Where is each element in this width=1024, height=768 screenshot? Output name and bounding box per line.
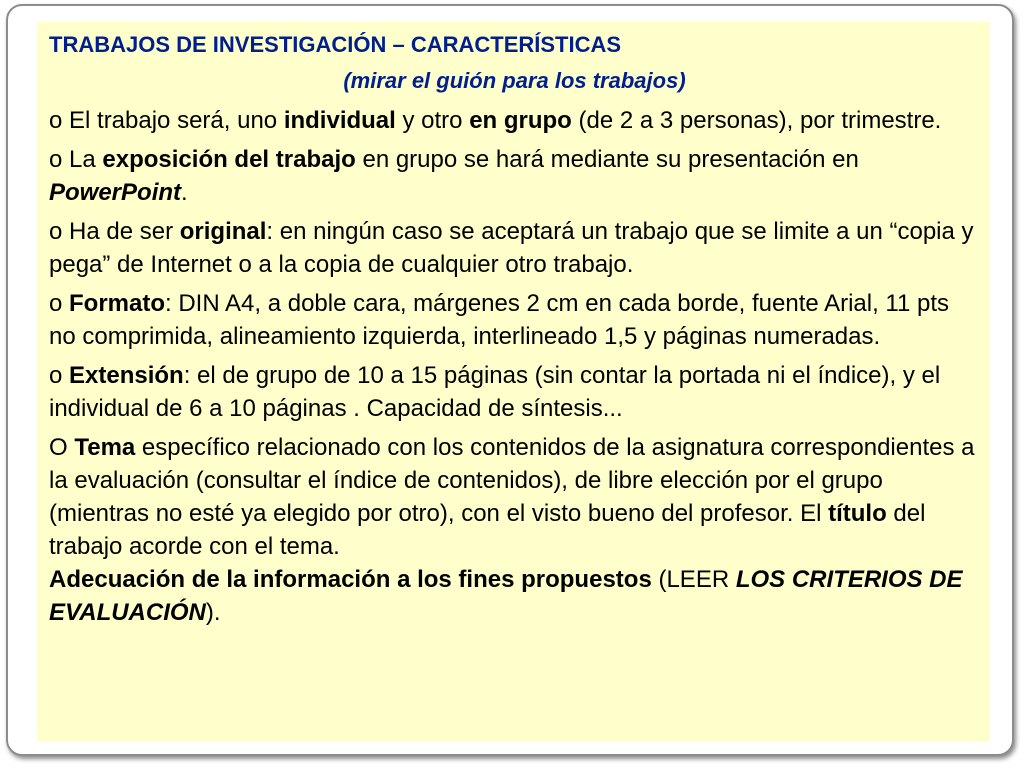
text-bold: Adecuación de la información a los fines propuestos bbox=[49, 566, 652, 593]
slide-subtitle: (mirar el guión para los trabajos) bbox=[343, 68, 686, 93]
slide-title: TRABAJOS DE INVESTIGACIÓN – CARACTERÍSTICAS bbox=[49, 32, 622, 57]
text-bold: Extensión bbox=[69, 362, 184, 389]
text-bold: Formato bbox=[69, 290, 166, 317]
text: ). bbox=[205, 599, 221, 626]
text: . bbox=[181, 179, 188, 206]
text: o Ha de ser bbox=[49, 218, 180, 245]
text: (LEER bbox=[651, 566, 736, 593]
item-original bbox=[49, 215, 980, 281]
text: o La bbox=[49, 146, 103, 173]
text-bold: exposición del trabajo bbox=[102, 146, 356, 173]
text-bold: Tema bbox=[74, 434, 136, 461]
text: : DIN A4, a doble cara, márgenes 2 cm en cada borde, fuente Arial, 11 pts no comprimida, alineamiento izquierda, interlineado 1,5 y páginas numeradas. bbox=[49, 290, 950, 350]
item-group-work bbox=[49, 104, 980, 137]
text-bold: individual bbox=[283, 107, 396, 134]
item-format bbox=[49, 287, 980, 353]
text-bold: original bbox=[179, 218, 267, 245]
text: o bbox=[49, 362, 70, 389]
text-bold: en grupo bbox=[469, 107, 572, 134]
text: en grupo se hará mediante su presentación en bbox=[355, 146, 859, 173]
text: (de 2 a 3 personas), por trimestre. bbox=[571, 107, 942, 134]
text: específico relacionado con los contenidos de la asignatura correspondientes a la evaluación (consultar el índice de contenidos), de libre elección por el grupo (mientras no esté ya elegido por otro), con el visto bueno del profesor. El bbox=[49, 434, 975, 527]
text: o El trabajo será, uno bbox=[49, 107, 284, 134]
text: O bbox=[49, 434, 75, 461]
item-extension bbox=[49, 359, 980, 425]
text: o bbox=[49, 290, 70, 317]
text-bold-italic: PowerPoint bbox=[49, 179, 182, 206]
item-exposition bbox=[49, 143, 980, 209]
text-bold: título bbox=[828, 500, 887, 527]
text-bold-italic: LOS CRITERIOS DE EVALUACIÓN bbox=[49, 566, 963, 626]
content-panel bbox=[37, 22, 990, 741]
text: : en ningún caso se aceptará un trabajo que se limite a un “copia y pega” de Internet o a la copia de cualquier otro trabajo. bbox=[49, 218, 974, 278]
text: : el de grupo de 10 a 15 páginas (sin contar la portada ni el índice), y el individual de 6 a 10 páginas . Capacidad de síntesis... bbox=[49, 362, 941, 422]
text: del trabajo acorde con el tema. bbox=[49, 500, 926, 560]
item-topic bbox=[49, 431, 980, 563]
item-adequacy bbox=[49, 563, 980, 629]
text: y otro bbox=[395, 107, 470, 134]
